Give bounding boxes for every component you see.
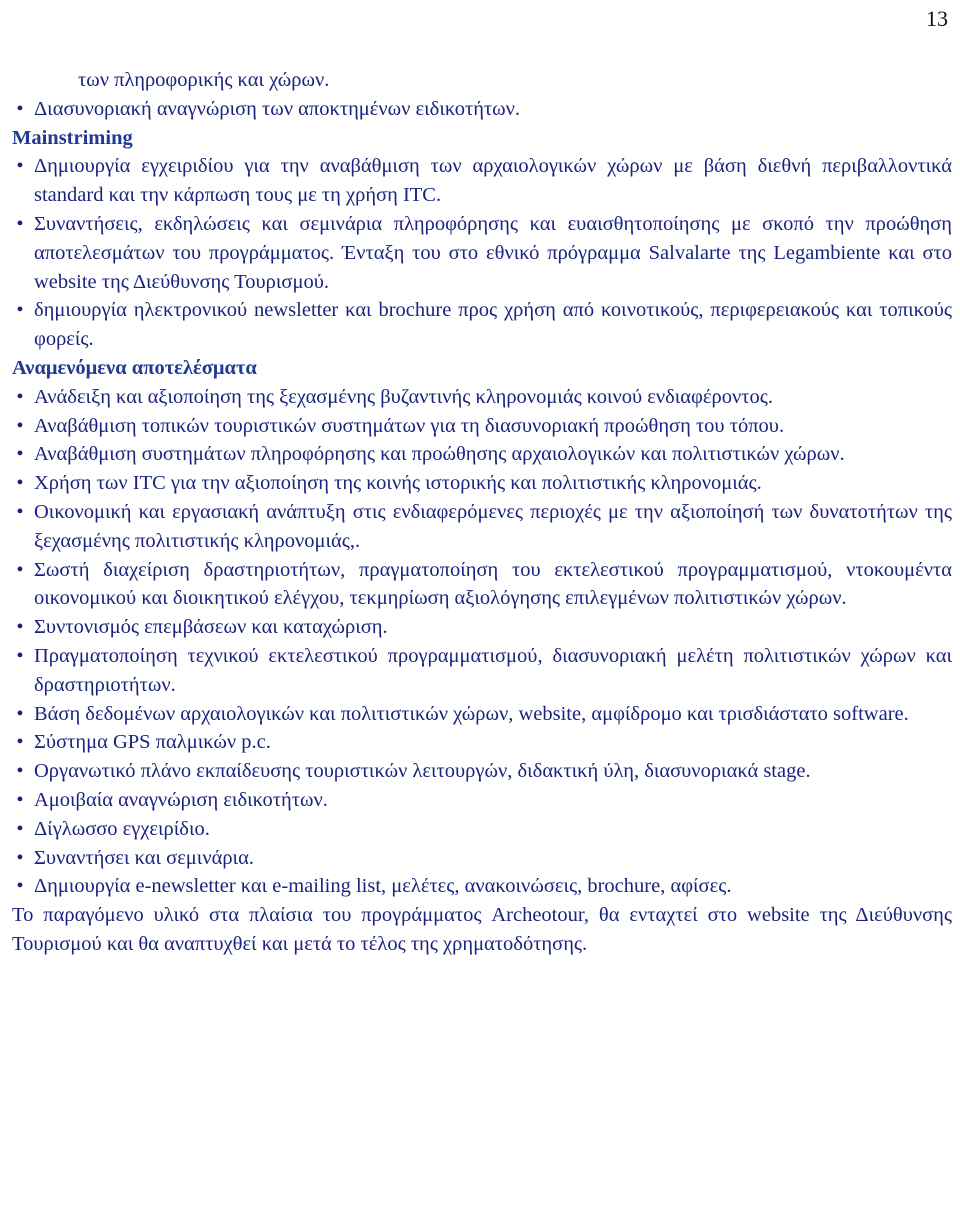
list-item <box>12 95 952 124</box>
list-item <box>12 844 952 873</box>
list-item <box>12 498 952 556</box>
list-item-text: Οικονομική και εργασιακή ανάπτυξη στις ενδιαφερόμενες περιοχές με την αξιοποίησή των δυνατοτήτων της ξεχασμένης πολιτιστικής κληρονομιάς,. <box>34 500 952 552</box>
bullet-icon: • <box>16 443 24 466</box>
list-item-text: Αναβάθμιση τοπικών τουριστικών συστημάτων για τη διασυνοριακή προώθηση του τόπου. <box>34 414 785 437</box>
list-item <box>12 613 952 642</box>
bullet-icon: • <box>16 817 24 840</box>
list-item <box>12 383 952 412</box>
list-item <box>12 412 952 441</box>
list-item <box>12 210 952 296</box>
list-item-text: Δημιουργία e-newsletter και e-mailing list, μελέτες, ανακοινώσεις, brochure, αφίσες. <box>34 875 732 898</box>
bullet-icon: • <box>16 731 24 754</box>
bullet-icon: • <box>16 644 24 667</box>
list-item-text: Χρήση των ITC για την αξιοποίηση της κοινής ιστορικής και πολιτιστικής κληρονομιάς. <box>34 472 762 495</box>
list-item-text: Συντονισμός επεμβάσεων και καταχώριση. <box>34 616 388 639</box>
bullet-icon: • <box>16 760 24 783</box>
page-number: 13 <box>926 6 948 31</box>
bullet-list-1 <box>12 95 952 124</box>
section-heading-expected-results: Αναμενόμενα αποτελέσματα <box>12 356 257 379</box>
bullet-icon: • <box>16 788 24 811</box>
closing-paragraph: Το παραγόμενο υλικό στα πλαίσια του προγράμματος Archeotour, θα ενταχτεί στο website της Διεύθυνσης Τουρισμού και θα αναπτυχθεί και μετά το τέλος της χρηματοδότησης. <box>12 904 952 955</box>
bullet-icon: • <box>16 500 24 523</box>
list-item-text: Ανάδειξη και αξιοποίηση της ξεχασμένης βυζαντινής κληρονομιάς κοινού ενδιαφέροντος. <box>34 385 773 408</box>
section-heading-mainstreaming: Mainstriming <box>12 126 133 149</box>
continuation-line: των πληροφορικής και χώρων. <box>78 69 330 91</box>
bullet-icon: • <box>16 616 24 639</box>
list-item <box>12 700 952 729</box>
bullet-icon: • <box>16 299 24 322</box>
bullet-list-2 <box>12 152 952 354</box>
list-item <box>12 152 952 210</box>
list-item-text: Αμοιβαία αναγνώριση ειδικοτήτων. <box>34 788 328 811</box>
list-item <box>12 728 952 757</box>
list-item <box>12 296 952 354</box>
list-item-text: Διασυνοριακή αναγνώριση των αποκτημένων ειδικοτήτων. <box>34 97 521 120</box>
list-item-text: Οργανωτικό πλάνο εκπαίδευσης τουριστικών λειτουργών, διδακτική ύλη, διασυνοριακά stage. <box>34 760 811 783</box>
list-item-text: Σωστή διαχείριση δραστηριοτήτων, πραγματοποίηση του εκτελεστικού προγραμματισμού, ντοκουμέντα οικονομικού και διοικητικού ελέγχου, τεκμηρίωση αξιολόγησης επιλεγμένων πολιτιστικών χώρων. <box>34 558 952 610</box>
list-item <box>12 469 952 498</box>
bullet-list-3 <box>12 383 952 901</box>
list-item <box>12 786 952 815</box>
list-item-text: Συναντήσεις, εκδηλώσεις και σεμινάρια πληροφόρησης και ευαισθητοποίησης με σκοπό την προώθηση αποτελεσμάτων του προγράμματος. Ένταξη του στο εθνικό πρόγραμμα Salvalarte της Legambiente και στο website της Διεύθυνσης Τουρισμού. <box>34 212 952 293</box>
bullet-icon: • <box>16 97 24 120</box>
list-item-text: Σύστημα GPS παλμικών p.c. <box>34 731 271 754</box>
list-item <box>12 815 952 844</box>
list-item <box>12 556 952 614</box>
bullet-icon: • <box>16 212 24 235</box>
bullet-icon: • <box>16 385 24 408</box>
list-item-text: Βάση δεδομένων αρχαιολογικών και πολιτιστικών χώρων, website, αμφίδρομο και τρισδιάστατο software. <box>34 702 909 725</box>
list-item <box>12 440 952 469</box>
list-item-text: Πραγματοποίηση τεχνικού εκτελεστικού προγραμματισμού, διασυνοριακή μελέτη πολιτιστικών χώρων και δραστηριοτήτων. <box>34 644 952 696</box>
document-body <box>12 66 952 959</box>
bullet-icon: • <box>16 875 24 898</box>
bullet-icon: • <box>16 414 24 437</box>
bullet-icon: • <box>16 846 24 869</box>
bullet-icon: • <box>16 702 24 725</box>
bullet-icon: • <box>16 155 24 178</box>
bullet-icon: • <box>16 558 24 581</box>
list-item <box>12 642 952 700</box>
list-item-text: δημιουργία ηλεκτρονικού newsletter και brochure προς χρήση από κοινοτικούς, περιφερειακούς και τοπικούς φορείς. <box>34 299 952 351</box>
bullet-icon: • <box>16 472 24 495</box>
list-item-text: Δίγλωσσο εγχειρίδιο. <box>34 817 210 840</box>
list-item <box>12 757 952 786</box>
list-item-text: Αναβάθμιση συστημάτων πληροφόρησης και προώθησης αρχαιολογικών και πολιτιστικών χώρων. <box>34 443 845 466</box>
list-item <box>12 872 952 901</box>
list-item-text: Συναντήσει και σεμινάρια. <box>34 846 254 869</box>
list-item-text: Δημιουργία εγχειριδίου για την αναβάθμιση των αρχαιολογικών χώρων με βάση διεθνή περιβαλλοντικά standard και την κάρπωση τους με τη χρήση ITC. <box>34 155 952 207</box>
